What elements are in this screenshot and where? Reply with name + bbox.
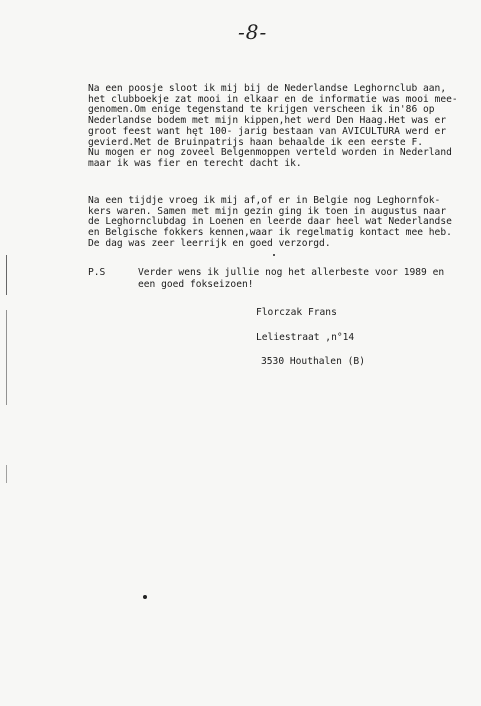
text-line: genomen.Om enige tegenstand te krijgen verscheen ik in'86 op xyxy=(88,104,435,116)
text-line: Na een tijdje vroeg ik mij af,of er in Belgie nog Leghornfok- xyxy=(88,195,441,206)
postscript-text xyxy=(138,267,444,290)
paragraph-leghornclub xyxy=(88,84,463,170)
text-line: maar ik was fier en terecht dacht ik. xyxy=(88,157,302,169)
text-line: kers waren. Samen met mijn gezin ging ik toen in augustus naar xyxy=(88,205,447,217)
signature-name: Florczak Frans xyxy=(256,307,337,318)
speck-dot xyxy=(273,254,275,256)
margin-mark xyxy=(6,255,7,295)
text-line: het clubboekje zat mooi in elkaar en de informatie was mooi mee- xyxy=(88,93,458,105)
text-line: Nederlandse bodem met mijn kippen,het werd Den Haag.Het was er xyxy=(88,115,447,127)
text-line: Na een poosje sloot ik mij bij de Nederlandse Leghornclub aan, xyxy=(88,83,447,94)
signature-city: 3530 Houthalen (B) xyxy=(261,356,365,367)
text-line: een goed fokseizoen! xyxy=(138,278,254,290)
paragraph-belgie xyxy=(88,196,463,250)
ink-dot xyxy=(143,595,147,599)
signature-street: Leliestraat ,n°14 xyxy=(256,332,355,343)
text-line: Verder wens ik jullie nog het allerbeste voor 1989 en xyxy=(138,267,445,278)
margin-mark xyxy=(6,465,7,483)
margin-mark xyxy=(6,310,7,405)
text-line: groot feest want hęt 100- jarig bestaan van AVICULTURA werd er xyxy=(88,125,447,137)
text-line: en Belgische fokkers kennen,waar ik regelmatig kontact mee heb. xyxy=(88,227,452,239)
text-line: De dag was zeer leerrijk en goed verzorgd. xyxy=(88,237,331,249)
page-number: -8- xyxy=(238,20,268,44)
postscript-label: P.S xyxy=(88,267,106,278)
text-line: Nu mogen er nog zoveel Belgenmoppen verteld worden in Nederland xyxy=(88,147,452,159)
text-line: gevierd.Met de Bruinpatrijs haan behaalde ik een eerste F. xyxy=(88,136,424,148)
text-line: de Leghornclubdag in Loenen en leerde daar heel wat Nederlandse xyxy=(88,216,452,228)
